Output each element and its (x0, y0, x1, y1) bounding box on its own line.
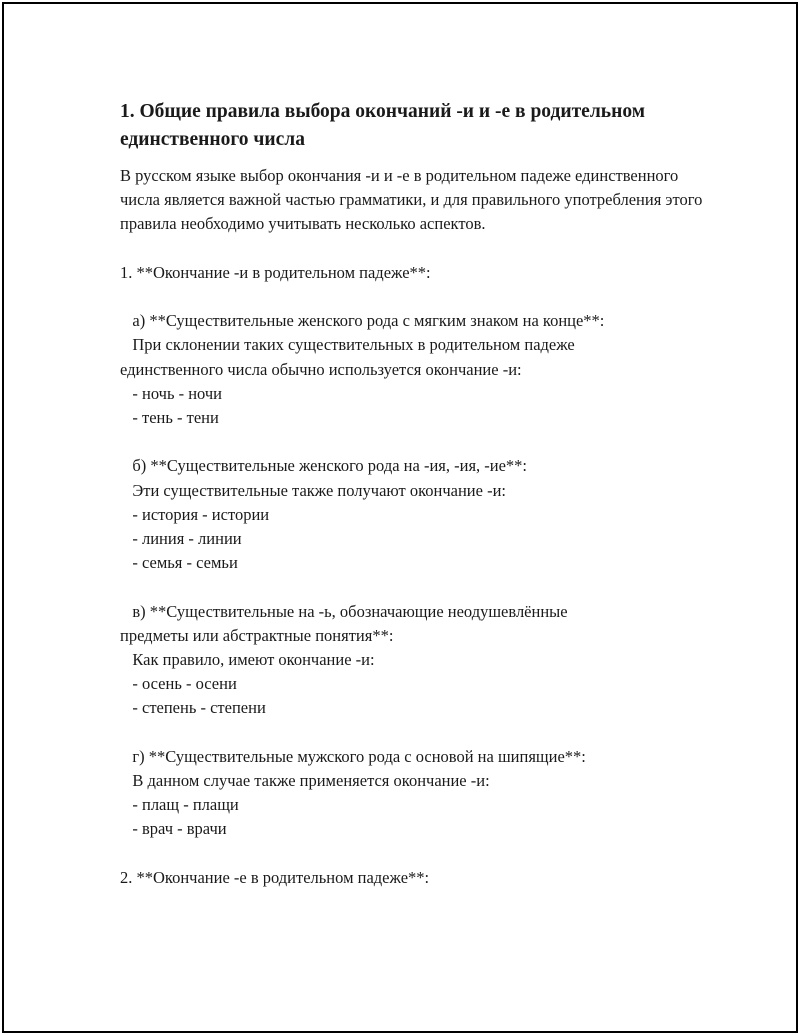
spacer (120, 430, 720, 454)
spacer (120, 285, 720, 309)
example-item: - плащ - плащи (120, 795, 239, 815)
rule-1c-title: предметы или абстрактные понятия**: (120, 625, 394, 645)
rule-1a-text: При склонении таких существительных в родительном падеже (120, 335, 575, 355)
page-frame (2, 2, 798, 1033)
spacer (120, 842, 720, 866)
rule-1a-title: а) **Существительные женского рода с мягким знаком на конце**: (120, 311, 605, 331)
rule-1d-text: В данном случае также применяется окончание -и: (120, 771, 490, 790)
rule-1c-title: в) **Существительные на -ь, обозначающие неодушевлённые (120, 601, 568, 621)
spacer (120, 721, 720, 745)
spacer (120, 237, 720, 261)
example-item: - осень - осени (120, 674, 237, 694)
intro-paragraph: В русском языке выбор окончания -и и -е в родительном падеже единственного числа является важной частью грамматики, и для правильного употребления этого правила необходимо учитывать несколько аспектов. (120, 166, 703, 234)
rule-2-title: 2. **Окончание -е в родительном падеже**: (120, 867, 430, 887)
rule-1-title: 1. **Окончание -и в родительном падеже**: (120, 262, 431, 282)
example-item: - степень - степени (120, 698, 266, 718)
example-item: - семья - семьи (120, 553, 238, 573)
example-item: - история - истории (120, 504, 270, 524)
example-item: - ночь - ночи (120, 383, 222, 403)
rule-1c-text: Как правило, имеют окончание -и: (120, 650, 375, 669)
section-heading: 1. Общие правила выбора окончаний -и и -е в родительном единственного числа (120, 101, 645, 150)
example-item: - линия - линии (120, 529, 242, 548)
rule-1b-text: Эти существительные также получают окончание -и: (120, 480, 506, 500)
document-content (120, 98, 720, 890)
rule-1b-title: б) **Существительные женского рода на -ия, -ия, -ие**: (120, 456, 528, 476)
example-item: - тень - тени (120, 408, 219, 427)
example-item: - врач - врачи (120, 819, 227, 839)
rule-1a-text: единственного числа обычно используется окончание -и: (120, 359, 522, 379)
rule-1d-title: г) **Существительные мужского рода с основой на шипящие**: (120, 746, 586, 766)
spacer (120, 575, 720, 599)
